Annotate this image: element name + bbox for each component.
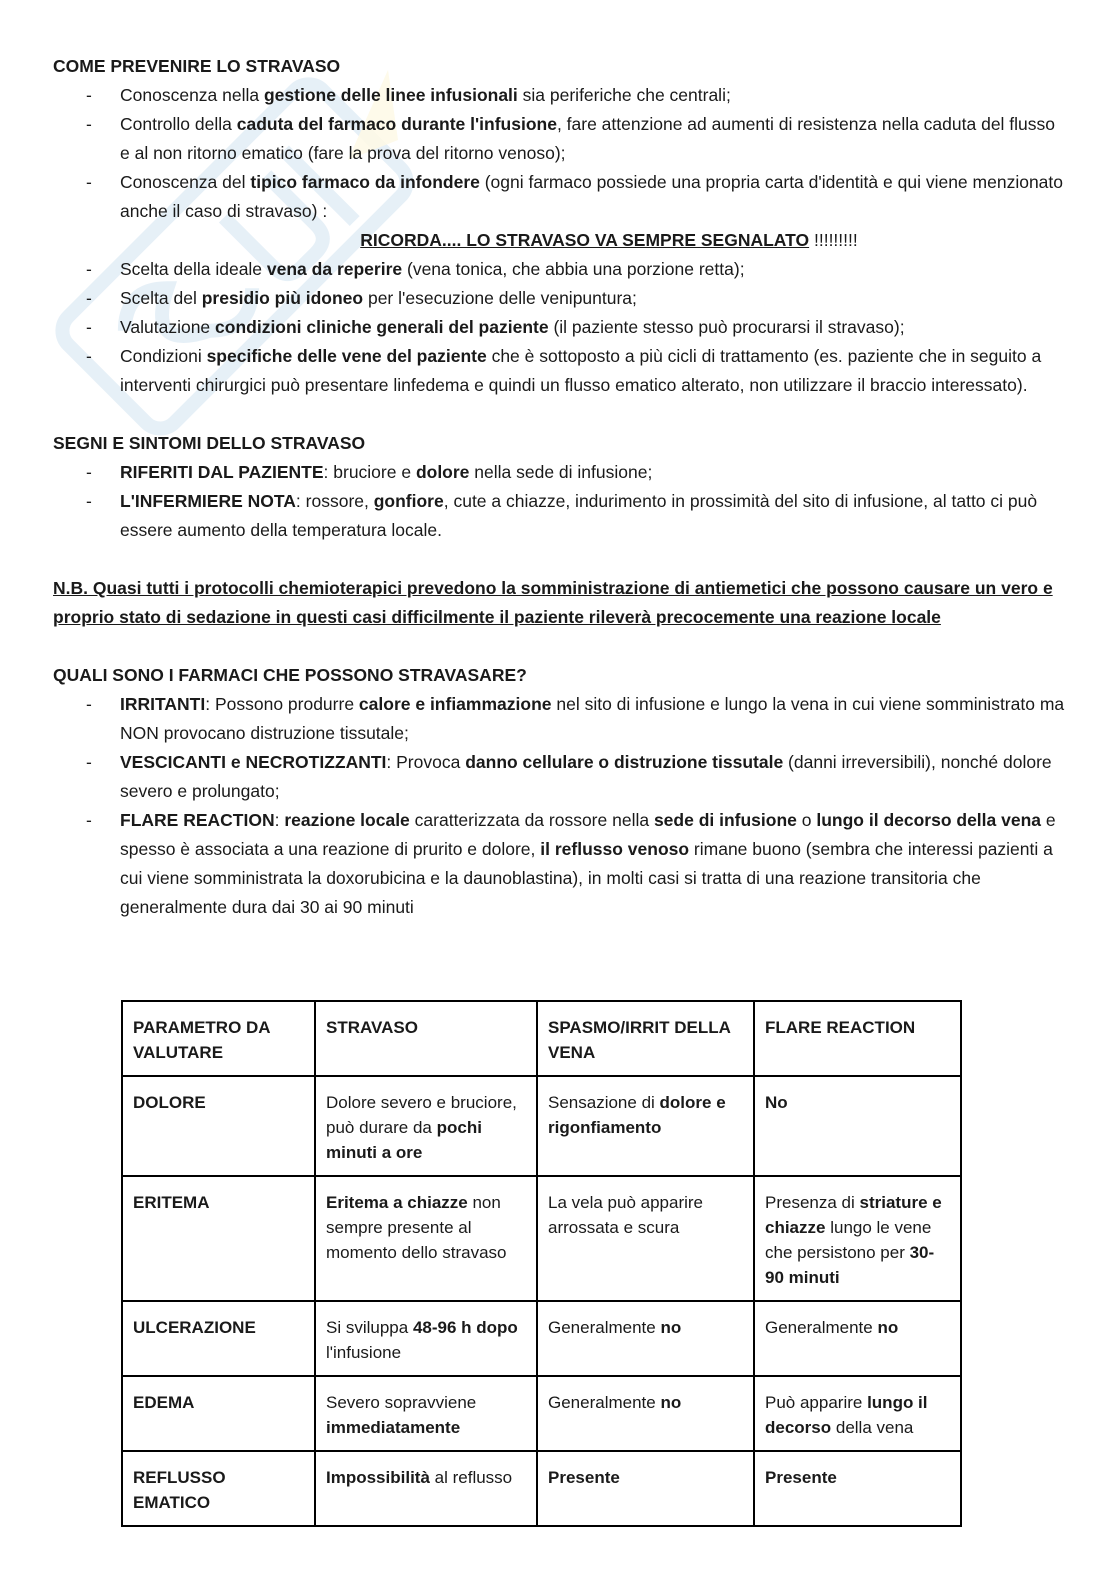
heading-prevenire: COME PREVENIRE LO STRAVASO (53, 56, 341, 76)
row-parameter: ULCERAZIONE (122, 1301, 315, 1376)
bold-text: calore e infiammazione (358, 694, 552, 714)
bold-text: RIFERITI DAL PAZIENTE (120, 462, 324, 482)
comparison-table (121, 1000, 962, 1527)
bold-text: lungo il decorso della vena (816, 810, 1042, 830)
bold-text: condizioni cliniche generali del paziente (215, 317, 549, 337)
table-row (122, 1376, 961, 1451)
bold-text: il reflusso venoso (540, 839, 690, 859)
bold-text: tipico farmaco da infondere (250, 172, 480, 192)
text-span: che è sottoposto a più cicli di trattamento (es. paziente che in seguito a interventi chirurgici può presentare linfedema e quindi un flusso ematico alterato, non utilizzare il braccio interessato). (120, 346, 1042, 395)
ricorda-note-bold: RICORDA.... LO STRAVASO VA SEMPRE SEGNALATO (360, 230, 810, 250)
text-span: Valutazione (120, 317, 216, 337)
text-span: non sempre presente al momento dello stravaso (326, 1193, 507, 1262)
ricorda-note (53, 226, 1065, 255)
table-cell (315, 1301, 537, 1376)
list-segni-sintomi (53, 458, 1065, 545)
bold-text: no (660, 1393, 682, 1412)
text-span: Generalmente (548, 1318, 661, 1337)
table-row (122, 1301, 961, 1376)
text-span: Sensazione di (548, 1093, 660, 1112)
text-span: al reflusso (429, 1468, 513, 1487)
list-farmaci (53, 690, 1065, 922)
table-cell (754, 1301, 961, 1376)
bold-text: 30-90 minuti (765, 1243, 935, 1287)
list-item (53, 110, 1065, 168)
text-span: Severo sopravviene (326, 1393, 477, 1412)
table-row (122, 1451, 961, 1526)
text-span: Presenza di (765, 1193, 860, 1212)
list-item (53, 487, 1065, 545)
table-header-row (122, 1001, 961, 1076)
text-span: Scelta della ideale (120, 259, 267, 279)
bold-text: dolore (415, 462, 470, 482)
bold-text: sede di infusione (653, 810, 797, 830)
text-span: lungo le vene che persistono per (765, 1218, 932, 1262)
table-cell (315, 1076, 537, 1176)
column-header: FLARE REACTION (754, 1001, 961, 1076)
text-span: (il paziente stesso può procurarsi il stravaso); (548, 317, 905, 337)
text-span: : (274, 810, 285, 830)
text-span: : rossore, (295, 491, 374, 511)
column-header: SPASMO/IRRIT DELLA VENA (537, 1001, 754, 1076)
row-parameter: EDEMA (122, 1376, 315, 1451)
text-span: , fare attenzione ad aumenti di resistenza nella caduta del flusso e al non ritorno ematico (fare la prova del ritorno venoso); (120, 114, 1056, 163)
text-span: (vena tonica, che abbia una porzione retta); (402, 259, 745, 279)
text-span: Dolore severo e bruciore, può durare da (326, 1093, 517, 1137)
text-span: sia periferiche che centrali; (517, 85, 731, 105)
text-span: Controllo della (120, 114, 237, 134)
bold-text: gonfiore (373, 491, 444, 511)
text-span: , cute a chiazze, indurimento in prossimità del sito di infusione, al tatto ci può essere aumento della temperatura locale. (120, 491, 1038, 540)
text-span: o (796, 810, 817, 830)
table-cell (537, 1451, 754, 1526)
bold-text: no (660, 1318, 682, 1337)
text-span: : Possono produrre (205, 694, 359, 714)
bold-text: no (877, 1318, 899, 1337)
table-cell (754, 1376, 961, 1451)
list-item (53, 168, 1065, 226)
bold-text: presidio più idoneo (201, 288, 364, 308)
bold-text: lungo il decorso (765, 1393, 928, 1437)
table-cell (754, 1176, 961, 1301)
list-item (53, 748, 1065, 806)
text-span: Può apparire (765, 1393, 868, 1412)
table-cell (537, 1076, 754, 1176)
bold-text: L'INFERMIERE NOTA (120, 491, 296, 511)
column-header: PARAMETRO DA VALUTARE (122, 1001, 315, 1076)
list-prevenire-2 (53, 255, 1065, 400)
text-span: (ogni farmaco possiede una propria carta d'identità e qui viene menzionato anche il caso di stravaso) : (120, 172, 1063, 221)
text-span: Generalmente (548, 1393, 661, 1412)
text-span: nel sito di infusione e lungo la vena in cui viene somministrato ma NON provocano distruzione tissutale; (120, 694, 1065, 743)
text-span: : bruciore e (323, 462, 416, 482)
list-item (53, 255, 1065, 284)
bold-text: immediatamente (326, 1418, 461, 1437)
table-cell (315, 1451, 537, 1526)
bold-text: striature e chiazze (765, 1193, 942, 1237)
bold-text: pochi minuti a ore (326, 1118, 482, 1162)
row-parameter: REFLUSSO EMATICO (122, 1451, 315, 1526)
bold-text: reazione locale (284, 810, 410, 830)
bold-text: Presente (548, 1468, 620, 1487)
bold-text: 48-96 h dopo (412, 1318, 518, 1337)
text-span: nella sede di infusione; (469, 462, 653, 482)
bold-text: vena da reperire (266, 259, 403, 279)
bold-text: No (765, 1093, 788, 1112)
text-span: della vena (831, 1418, 914, 1437)
list-item (53, 284, 1065, 313)
list-item (53, 313, 1065, 342)
table-cell (754, 1076, 961, 1176)
text-span: Conoscenza del (120, 172, 251, 192)
table-cell (754, 1451, 961, 1526)
bold-text: IRRITANTI (120, 694, 206, 714)
bold-text: FLARE REACTION (120, 810, 275, 830)
table-row (122, 1176, 961, 1301)
table-cell (537, 1176, 754, 1301)
row-parameter: DOLORE (122, 1076, 315, 1176)
text-span: l'infusione (326, 1343, 402, 1362)
list-item (53, 342, 1065, 400)
nb-note: N.B. Quasi tutti i protocolli chemioterapici prevedono la somministrazione di antiemetici che possono causare un vero e proprio stato di sedazione in questi casi difficilmente il paziente rileverà precocemente una reazione locale (53, 578, 1053, 627)
heading-farmaci: QUALI SONO I FARMACI CHE POSSONO STRAVASARE? (53, 665, 527, 685)
ricorda-note-tail: !!!!!!!!! (809, 230, 858, 250)
text-span: (danni irreversibili), nonché dolore severo e prolungato; (120, 752, 1052, 801)
text-span: Scelta del (120, 288, 202, 308)
table-cell (537, 1376, 754, 1451)
bold-text: danno cellulare o distruzione tissutale (465, 752, 784, 772)
list-item (53, 81, 1065, 110)
bold-text: VESCICANTI e NECROTIZZANTI (120, 752, 387, 772)
bold-text: caduta del farmaco durante l'infusione (236, 114, 557, 134)
bold-text: Presente (765, 1468, 837, 1487)
text-span: Condizioni (120, 346, 207, 366)
text-span: caratterizzata da rossore nella (409, 810, 654, 830)
list-item (53, 690, 1065, 748)
text-span: Conoscenza nella (120, 85, 264, 105)
column-header: STRAVASO (315, 1001, 537, 1076)
text-span: per l'esecuzione delle venipuntura; (363, 288, 637, 308)
table-cell (537, 1301, 754, 1376)
text-span: La vela può apparire arrossata e scura (548, 1193, 704, 1237)
text-span: rimane buono (sembra che interessi pazienti a cui viene somministrata la doxorubicina e la daunoblastina), in molti casi si tratta di una reazione transitoria che generalmente dura dai 30 ai 90 minuti (120, 839, 1053, 917)
document-content (53, 52, 1065, 922)
table-cell (315, 1376, 537, 1451)
bold-text: specifiche delle vene del paziente (206, 346, 487, 366)
row-parameter: ERITEMA (122, 1176, 315, 1301)
table-cell (315, 1176, 537, 1301)
table-row (122, 1076, 961, 1176)
heading-segni-sintomi: SEGNI E SINTOMI DELLO STRAVASO (53, 433, 366, 453)
bold-text: Impossibilità (326, 1468, 430, 1487)
bold-text: gestione delle linee infusionali (263, 85, 518, 105)
list-prevenire (53, 81, 1065, 226)
bold-text: dolore e rigonfiamento (548, 1093, 726, 1137)
text-span: : Provoca (386, 752, 466, 772)
text-span: Si sviluppa (326, 1318, 413, 1337)
bold-text: Eritema a chiazze (326, 1193, 468, 1212)
text-span: Generalmente (765, 1318, 878, 1337)
list-item (53, 458, 1065, 487)
text-span: e spesso è associata a una reazione di prurito e dolore, (120, 810, 1056, 859)
list-item (53, 806, 1065, 922)
